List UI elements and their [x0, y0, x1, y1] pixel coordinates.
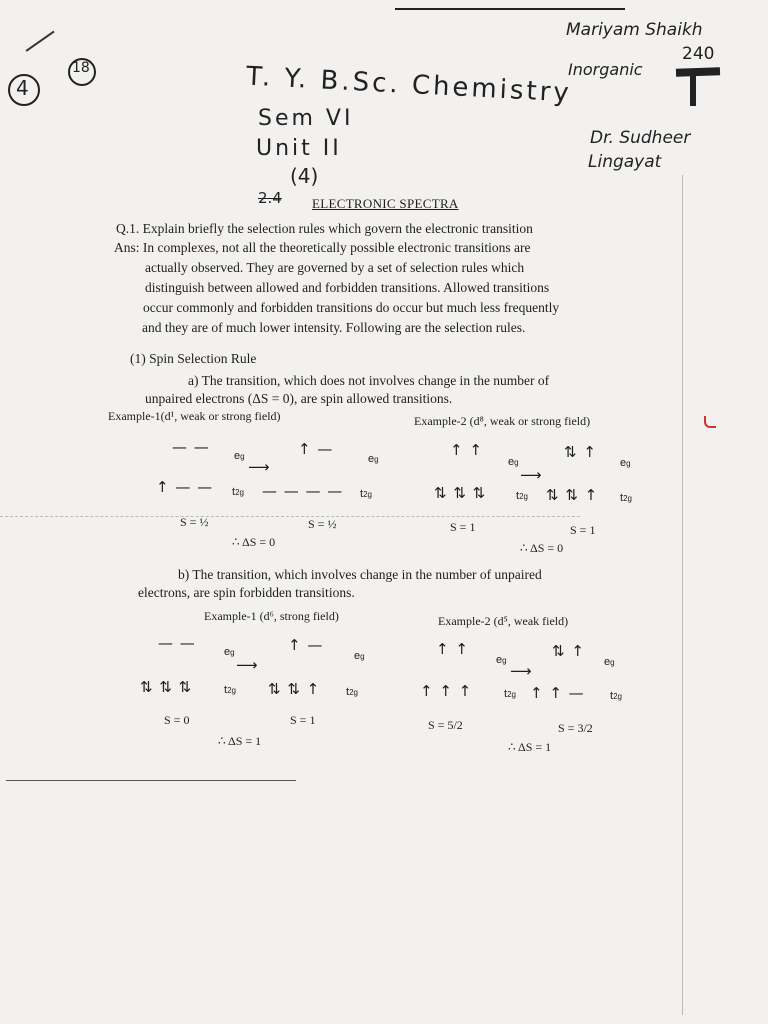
exb2-left-eg-label: eg	[496, 654, 507, 666]
top-rule	[395, 8, 625, 10]
right-margin-line	[682, 175, 683, 1015]
ex1-left-t2g-orbitals: ↑ — —	[156, 478, 214, 496]
exb2-right-t2g-orbitals: ↑ ↑ —	[530, 684, 585, 702]
ex1-right-t2g-label: t2g	[360, 488, 372, 500]
ex1-delta-s: ∴ ΔS = 0	[232, 535, 276, 549]
ex1-right-eg-label: eg	[368, 453, 379, 465]
example-2-title: Example-2 (d⁸, weak or strong field)	[414, 414, 591, 428]
semester: Sem VI	[258, 106, 354, 131]
rule-a-line-2: unpaired electrons (ΔS = 0), are spin allowed transitions.	[145, 391, 453, 406]
question-text: Q.1. Explain briefly the selection rules which govern the electronic transition	[116, 221, 533, 236]
exb1-delta-s: ∴ ΔS = 1	[218, 734, 262, 748]
subject-name: Inorganic	[568, 60, 643, 79]
red-tick	[704, 416, 716, 428]
exb1-right-eg-orbitals: ↑ —	[288, 636, 324, 654]
rule-heading: (1) Spin Selection Rule	[130, 351, 257, 366]
exb1-right-t2g-orbitals: ⇅ ⇅ ↑	[268, 680, 321, 698]
ex1-left-t2g-label: t2g	[232, 486, 244, 498]
answer-line-5: and they are of much lower intensity. Following are the selection rules.	[142, 320, 526, 335]
exb2-spin-left: S = 5/2	[428, 718, 463, 732]
exb2-spin-right: S = 3/2	[558, 721, 593, 735]
ex2-spin-right: S = 1	[570, 523, 596, 537]
rule-a-line-1: a) The transition, which does not involves change in the number of	[188, 373, 550, 388]
ex2-delta-s: ∴ ΔS = 0	[520, 541, 564, 555]
dotted-guide	[0, 516, 580, 517]
ex1-left-eg-label: eg	[234, 450, 245, 462]
ex1-spin-right: S = ½	[308, 517, 337, 531]
ex2-left-t2g-label: t2g	[516, 490, 528, 502]
example-b2-title: Example-2 (d⁵, weak field)	[438, 614, 569, 628]
exb1-left-t2g-label: t2g	[224, 684, 236, 696]
ex2-left-t2g-orbitals: ⇅ ⇅ ⇅	[434, 484, 487, 502]
ex2-right-eg-orbitals: ⇅ ↑	[564, 443, 597, 461]
ex2-spin-left: S = 1	[450, 520, 476, 534]
example-1-title: Example-1(d¹, weak or strong field)	[108, 409, 281, 423]
ex2-transition-arrow: ⟶	[520, 466, 543, 484]
exb1-right-eg-label: eg	[354, 650, 365, 662]
bottom-rule	[6, 780, 296, 781]
course-title: T. Y. B.Sc. Chemistry	[245, 61, 573, 109]
student-name: Mariyam Shaikh	[566, 20, 703, 40]
answer-line-3: distinguish between allowed and forbidden transitions. Allowed transitions	[145, 280, 550, 295]
margin-circled-number-2: 18	[72, 60, 90, 76]
ex2-right-eg-label: eg	[620, 457, 631, 469]
ex1-spin-left: S = ½	[180, 515, 209, 529]
rule-b-line-1: b) The transition, which involves change in the number of unpaired	[178, 567, 542, 582]
unit: Unit II	[256, 136, 342, 161]
exb1-right-t2g-label: t2g	[346, 686, 358, 698]
exb2-right-eg-label: eg	[604, 656, 615, 668]
section-title: ELECTRONIC SPECTRA	[312, 196, 459, 211]
exb1-transition-arrow: ⟶	[236, 656, 259, 674]
ex1-left-eg-orbitals: — —	[172, 438, 210, 456]
exb1-left-eg-label: eg	[224, 646, 235, 658]
exb2-right-t2g-label: t2g	[610, 690, 622, 702]
answer-line-1: Ans: In complexes, not all the theoretically possible electronic transitions are	[114, 240, 531, 255]
ex1-right-t2g-orbitals: — — — —	[262, 482, 344, 500]
exb2-left-eg-orbitals: ↑ ↑	[436, 640, 469, 658]
ex1-right-eg-orbitals: ↑ —	[298, 440, 334, 458]
exb1-left-t2g-orbitals: ⇅ ⇅ ⇅	[140, 678, 193, 696]
exb2-left-t2g-label: t2g	[504, 688, 516, 700]
example-b1-title: Example-1 (d⁶, strong field)	[204, 609, 339, 623]
marker-stroke	[676, 67, 720, 77]
part: (4)	[290, 164, 319, 188]
exb2-left-t2g-orbitals: ↑ ↑ ↑	[420, 682, 473, 700]
rule-b-line-2: electrons, are spin forbidden transitions.	[138, 585, 355, 600]
section-number: 2.4	[258, 189, 282, 207]
exb1-spin-left: S = 0	[164, 713, 190, 727]
ex2-left-eg-orbitals: ↑ ↑	[450, 441, 483, 459]
exb1-spin-right: S = 1	[290, 713, 316, 727]
answer-line-2: actually observed. They are governed by a set of selection rules which	[145, 260, 525, 275]
exb1-left-eg-orbitals: — —	[158, 634, 196, 652]
roll-number: 240	[682, 44, 715, 64]
ex1-transition-arrow: ⟶	[248, 458, 271, 476]
margin-number: 4	[16, 76, 29, 100]
exb2-delta-s: ∴ ΔS = 1	[508, 740, 552, 754]
exb2-right-eg-orbitals: ⇅ ↑	[552, 642, 585, 660]
ex2-right-t2g-orbitals: ⇅ ⇅ ↑	[546, 486, 599, 504]
answer-line-4: occur commonly and forbidden transitions do occur but much less frequently	[143, 300, 560, 315]
exb2-transition-arrow: ⟶	[510, 662, 533, 680]
ex2-right-t2g-label: t2g	[620, 492, 632, 504]
teacher-name: Dr. Sudheer	[590, 128, 691, 148]
marker-stroke-2	[690, 72, 696, 106]
teacher-surname: Lingayat	[588, 152, 662, 172]
margin-scribble	[26, 31, 69, 72]
ex2-left-eg-label: eg	[508, 456, 519, 468]
